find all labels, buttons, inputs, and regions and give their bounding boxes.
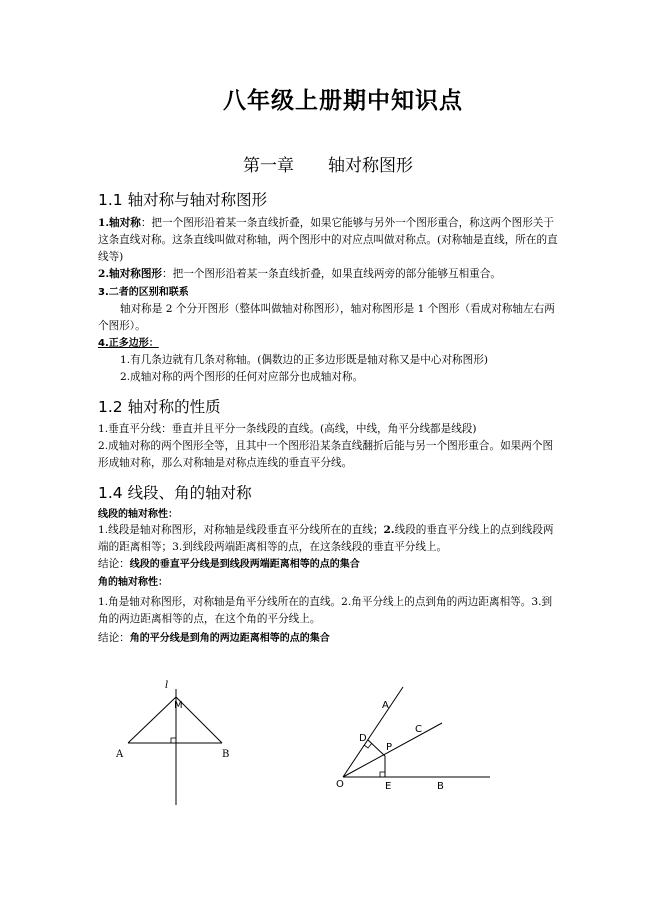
label-b: B bbox=[437, 781, 444, 792]
label-b: B bbox=[222, 749, 230, 760]
s11-p2-text: ：把一个图形沿着某一条直线折叠，如果直线两旁的部分能够互相重合。 bbox=[162, 268, 502, 280]
right-angle-mark-e bbox=[380, 772, 385, 777]
seg-text bbox=[98, 522, 558, 556]
seg-label: 线段的轴对称性： bbox=[98, 509, 178, 520]
seg-conclusion-prefix: 结论： bbox=[98, 558, 130, 570]
s11-p4-item1: 1.有几条边就有几条对称轴。(偶数边的正多边形既是轴对称又是中心对称图形) bbox=[120, 354, 488, 366]
ang-label: 角的轴对称性： bbox=[98, 577, 168, 588]
figure-angle-bisector bbox=[330, 680, 500, 800]
seg-text-a: 1.线段是轴对称图形，对称轴是线段垂直平分线所在的直线； bbox=[98, 524, 384, 536]
label-l: l bbox=[165, 680, 169, 691]
ray-oa bbox=[343, 687, 403, 777]
chapter-heading bbox=[243, 151, 413, 176]
s11-p1-text: ：把一个图形沿着某一条直线折叠，如果它能够与另外一个图形重合，称这两个图形关于这条直线对称。这条直线叫做对称轴，两个图形中的对应点叫做对称点。(对称轴是直线，所在的直线等) bbox=[98, 217, 558, 263]
segment-pd bbox=[368, 740, 385, 756]
s11-p4-label: 4.正多边形： bbox=[98, 338, 159, 349]
s11-p1 bbox=[98, 215, 558, 266]
s11-p1-label: 1.轴对称 bbox=[98, 217, 141, 229]
segment-ma bbox=[128, 697, 176, 743]
chapter-number: 第一章 bbox=[243, 156, 294, 176]
ray-oc bbox=[343, 723, 442, 777]
seg-text-b-bold: 2. bbox=[383, 524, 395, 536]
section-1-4-heading: 1.4 线段、角的轴对称 bbox=[98, 484, 252, 502]
label-e: E bbox=[385, 781, 392, 792]
section-1-1-heading: 1.1 轴对称与轴对称图形 bbox=[98, 191, 268, 209]
label-a: A bbox=[116, 749, 124, 760]
s11-p3-text: 轴对称是 2 个分开图形（整体叫做轴对称图形），轴对称图形是 1 个图形（看成对称轴左右两个图形）。 bbox=[98, 303, 555, 332]
segment-mb bbox=[176, 697, 222, 743]
s12-p2: 2.成轴对称的两个图形全等，且其中一个图形沿某条直线翻折后能与另一个图形重合。如果两个图形成轴对称，那么对称轴是对称点连线的垂直平分线。 bbox=[98, 440, 554, 469]
s12-p1: 1.垂直平分线：垂直并且平分一条线段的直线。(高线，中线，角平分线都是线段) bbox=[98, 423, 477, 435]
right-angle-mark bbox=[171, 738, 176, 743]
seg-conclusion bbox=[98, 556, 558, 573]
ang-conclusion bbox=[98, 630, 558, 647]
s11-p2 bbox=[98, 266, 558, 283]
ang-conclusion-text: 角的平分线是到角的两边距离相等的点的集合 bbox=[129, 633, 330, 644]
s11-p3-label: 3.二者的区别和联系 bbox=[98, 287, 189, 298]
seg-text-b: 线段的垂直平分线上的点到线段两端的距离相等；3.到线段两端距离相等的点，在这条线段的垂直平分线上。 bbox=[98, 524, 554, 553]
section-1-2-heading: 1.2 轴对称的性质 bbox=[98, 398, 221, 416]
ang-conclusion-prefix: 结论： bbox=[98, 632, 130, 644]
label-d: D bbox=[359, 733, 367, 744]
page-title: 八年级上册期中知识点 bbox=[223, 88, 463, 114]
label-p: P bbox=[386, 742, 393, 753]
seg-conclusion-text: 线段的垂直平分线是到线段两端距离相等的点的集合 bbox=[129, 559, 360, 570]
label-m: M bbox=[174, 700, 183, 711]
label-o: O bbox=[336, 779, 344, 790]
chapter-name: 轴对称图形 bbox=[328, 156, 413, 176]
label-a: A bbox=[382, 700, 389, 711]
ang-text: 1.角是轴对称图形，对称轴是角平分线所在的直线。2.角平分线上的点到角的两边距离相等。3.到角的两边距离相等的点，在这个角的平分线上。 bbox=[98, 596, 553, 625]
s11-p4-item2: 2.成轴对称的两个图形的任何对应部分也成轴对称。 bbox=[120, 371, 364, 383]
figure-perpendicular-bisector bbox=[110, 675, 240, 810]
s11-p2-label: 2.轴对称图形 bbox=[98, 268, 163, 280]
label-c: C bbox=[415, 724, 422, 735]
